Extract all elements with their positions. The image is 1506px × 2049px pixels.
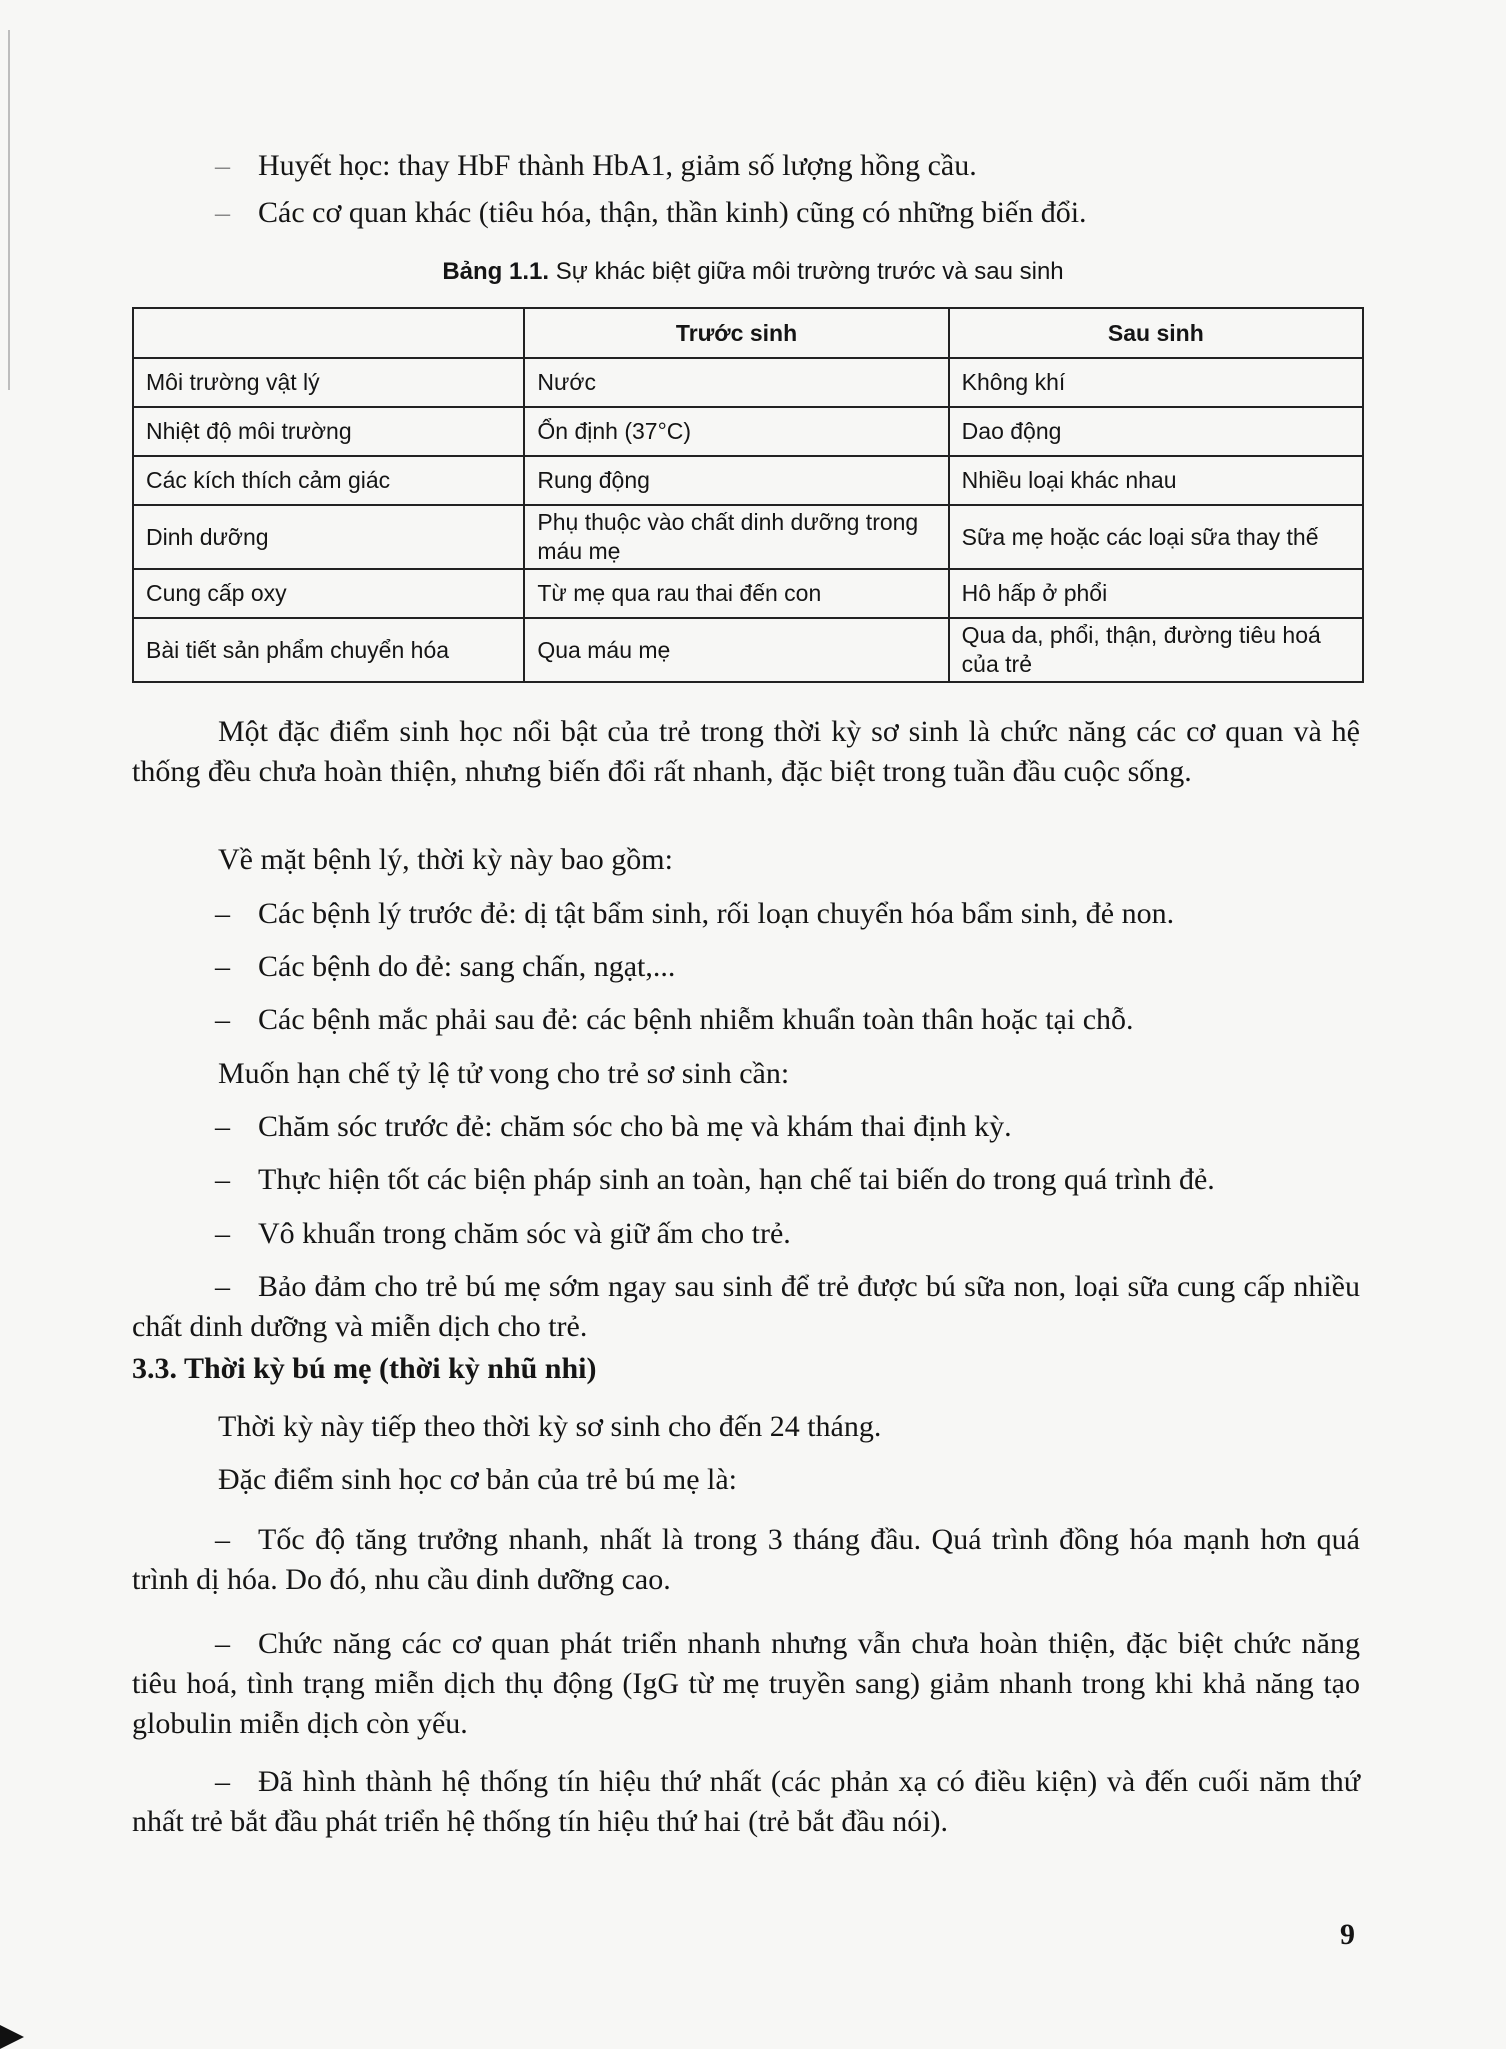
bullet-birth-disease: Các bệnh do đẻ: sang chấn, ngạt,... <box>258 950 676 983</box>
table-cell: Qua da, phổi, thận, đường tiêu hoá của trẻ <box>949 618 1363 682</box>
bullet-dash: – <box>215 149 230 182</box>
bullet-dash: – <box>215 897 230 930</box>
table-cell: Qua máu mẹ <box>524 618 948 682</box>
bullet-other-organs: Các cơ quan khác (tiêu hóa, thận, thần kinh) cũng có những biến đổi. <box>258 196 1087 229</box>
table-caption-text: Sự khác biệt giữa môi trường trước và sau sinh <box>555 258 1064 285</box>
bullet-prenatal-care: Chăm sóc trước đẻ: chăm sóc cho bà mẹ và khám thai định kỳ. <box>258 1110 1012 1143</box>
table-cell: Hô hấp ở phổi <box>949 569 1363 618</box>
bullet-dash: – <box>215 950 230 983</box>
table-cell: Bài tiết sản phẩm chuyển hóa <box>133 618 524 682</box>
table-header-before: Trước sinh <box>524 308 948 358</box>
table-cell: Không khí <box>949 358 1363 407</box>
bullet-dash: – <box>215 196 230 229</box>
table-cell: Dao động <box>949 407 1363 456</box>
table-header-after: Sau sinh <box>949 308 1363 358</box>
table-cell: Nhiệt độ môi trường <box>133 407 524 456</box>
table-header-empty <box>133 308 524 358</box>
bullet-dash: – <box>215 1270 230 1303</box>
bullet-dash: – <box>215 1523 230 1556</box>
bullet-dash: – <box>215 1217 230 1250</box>
table-row <box>133 505 1363 569</box>
bullet-acquired-disease: Các bệnh mắc phải sau đẻ: các bệnh nhiễm khuẩn toàn thân hoặc tại chỗ. <box>258 1003 1134 1036</box>
bullet-dash: – <box>215 1765 230 1798</box>
table-row <box>133 618 1363 682</box>
paragraph-pathology-intro: Về mặt bệnh lý, thời kỳ này bao gồm: <box>218 843 673 876</box>
bullet-dash: – <box>215 1110 230 1143</box>
bullet-organ-function: Chức năng các cơ quan phát triển nhanh nhưng vẫn chưa hoàn thiện, đặc biệt chức năng tiêu hoá, tình trạng miễn dịch thụ động (IgG từ mẹ truyền sang) giảm nhanh trong khi khả năng tạo globulin miễn dịch còn yếu. <box>132 1627 1360 1740</box>
paragraph-biology: Một đặc điểm sinh học nổi bật của trẻ trong thời kỳ sơ sinh là chức năng các cơ quan và hệ thống đều chưa hoàn thiện, nhưng biến đổi rất nhanh, đặc biệt trong tuần đầu cuộc sống. <box>132 715 1360 788</box>
scan-corner-mark <box>0 2025 24 2049</box>
table-row <box>133 407 1363 456</box>
bullet-dash: – <box>215 1163 230 1196</box>
paragraph-biology-intro: Đặc điểm sinh học cơ bản của trẻ bú mẹ là: <box>218 1463 738 1496</box>
bullet-breastfeeding: Bảo đảm cho trẻ bú mẹ sớm ngay sau sinh để trẻ được bú sữa non, loại sữa cung cấp nhiều chất dinh dưỡng và miễn dịch cho trẻ. <box>132 1270 1360 1343</box>
table-cell: Từ mẹ qua rau thai đến con <box>524 569 948 618</box>
bullet-sterile-care: Vô khuẩn trong chăm sóc và giữ ấm cho trẻ. <box>258 1217 791 1250</box>
section-heading: 3.3. Thời kỳ bú mẹ (thời kỳ nhũ nhi) <box>132 1352 597 1385</box>
bullet-signal-system: Đã hình thành hệ thống tín hiệu thứ nhất (các phản xạ có điều kiện) và đến cuối năm thứ nhất trẻ bắt đầu phát triển hệ thống tín hiệu thứ hai (trẻ bắt đầu nói). <box>132 1765 1360 1838</box>
bullet-safe-birth: Thực hiện tốt các biện pháp sinh an toàn, hạn chế tai biến do trong quá trình đẻ. <box>258 1163 1215 1196</box>
scan-edge <box>8 30 10 390</box>
table-cell: Các kích thích cảm giác <box>133 456 524 505</box>
comparison-table <box>132 307 1364 683</box>
table-cell: Cung cấp oxy <box>133 569 524 618</box>
table-cell: Rung động <box>524 456 948 505</box>
page-number: 9 <box>1340 1918 1355 1951</box>
paragraph-period-definition: Thời kỳ này tiếp theo thời kỳ sơ sinh cho đến 24 tháng. <box>218 1410 882 1443</box>
table-caption-label: Bảng 1.1. <box>442 258 550 285</box>
table-caption <box>0 258 1506 286</box>
bullet-hematology: Huyết học: thay HbF thành HbA1, giảm số lượng hồng cầu. <box>258 149 977 182</box>
table-cell: Môi trường vật lý <box>133 358 524 407</box>
table-cell: Phụ thuộc vào chất dinh dưỡng trong máu mẹ <box>524 505 948 569</box>
table-header-row <box>133 308 1363 358</box>
bullet-dash: – <box>215 1627 230 1660</box>
table-cell: Nhiều loại khác nhau <box>949 456 1363 505</box>
bullet-growth-rate: Tốc độ tăng trưởng nhanh, nhất là trong 3 tháng đầu. Quá trình đồng hóa mạnh hơn quá trình dị hóa. Do đó, nhu cầu dinh dưỡng cao. <box>132 1523 1360 1596</box>
table-cell: Ổn định (37°C) <box>524 407 948 456</box>
table-row <box>133 456 1363 505</box>
table-cell: Nước <box>524 358 948 407</box>
table-cell: Sữa mẹ hoặc các loại sữa thay thế <box>949 505 1363 569</box>
bullet-dash: – <box>215 1003 230 1036</box>
bullet-prenatal-disease: Các bệnh lý trước đẻ: dị tật bẩm sinh, rối loạn chuyển hóa bẩm sinh, đẻ non. <box>258 897 1175 930</box>
table-row <box>133 569 1363 618</box>
paragraph-mortality-intro: Muốn hạn chế tỷ lệ tử vong cho trẻ sơ sinh cần: <box>218 1057 790 1090</box>
table-cell: Dinh dưỡng <box>133 505 524 569</box>
table-row <box>133 358 1363 407</box>
